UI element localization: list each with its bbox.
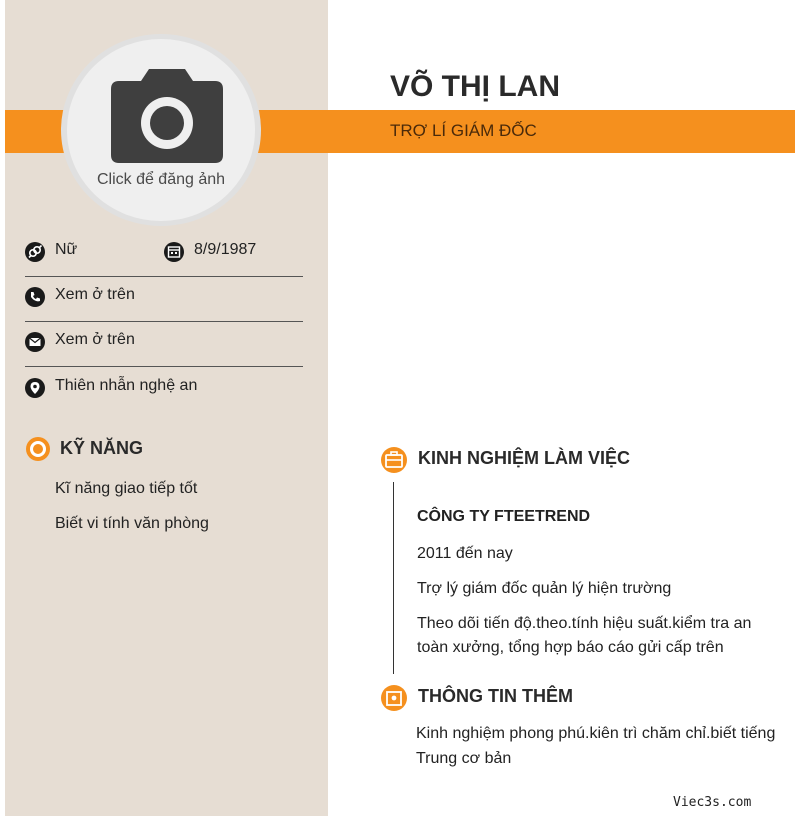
more-info-heading [380,684,573,717]
location-pin-icon [25,378,45,398]
avatar-upload[interactable] [61,34,261,226]
phone-icon [25,287,45,307]
email-value: Xem ở trên [55,331,135,348]
phone-row [25,277,303,322]
camera-icon [111,67,223,163]
envelope-icon [25,332,45,352]
gender-value: Nữ [55,241,78,258]
gender-birthday-row [25,232,303,277]
skills-heading [25,436,144,467]
candidate-role: TRỢ LÍ GIÁM ĐỐC [390,121,537,140]
puzzle-icon [380,684,408,712]
email-row [25,322,303,367]
skill-item: Biết vi tính văn phòng [55,515,209,532]
skills-title: KỸ NĂNG [60,438,144,458]
skill-item: Kĩ năng giao tiếp tốt [55,480,198,497]
footer-brand: Viec3s.com [673,795,752,810]
job-description: Theo dõi tiến độ.theo.tính hiệu suất.kiểm tra an toàn xưởng, tổng hợp báo cáo gửi cấp trên [417,615,752,656]
candidate-name: VÕ THỊ LAN [390,70,560,103]
company-name: CÔNG TY FTEETREND [417,508,591,525]
more-info-title: THÔNG TIN THÊM [418,686,573,706]
target-icon [25,436,51,462]
phone-value: Xem ở trên [55,286,135,303]
experience-heading [380,446,631,479]
calendar-icon [164,242,184,262]
experience-title: KINH NGHIỆM LÀM VIỆC [418,448,631,468]
avatar-circle [67,39,255,221]
job-position: Trợ lý giám đốc quản lý hiện trường [417,580,672,597]
timeline-line [393,482,394,674]
address-value: Thiên nhẫn nghệ an [55,377,198,394]
more-info-text: Kinh nghiệm phong phú.kiên trì chăm chỉ.biết tiếng Trung cơ bản [416,725,776,767]
address-row [25,368,303,412]
avatar-caption[interactable]: Click để đăng ảnh [96,171,226,188]
briefcase-icon [380,446,408,474]
birthday-value: 8/9/1987 [194,241,257,258]
gender-icon [25,242,45,262]
work-period: 2011 đến nay [417,545,513,562]
